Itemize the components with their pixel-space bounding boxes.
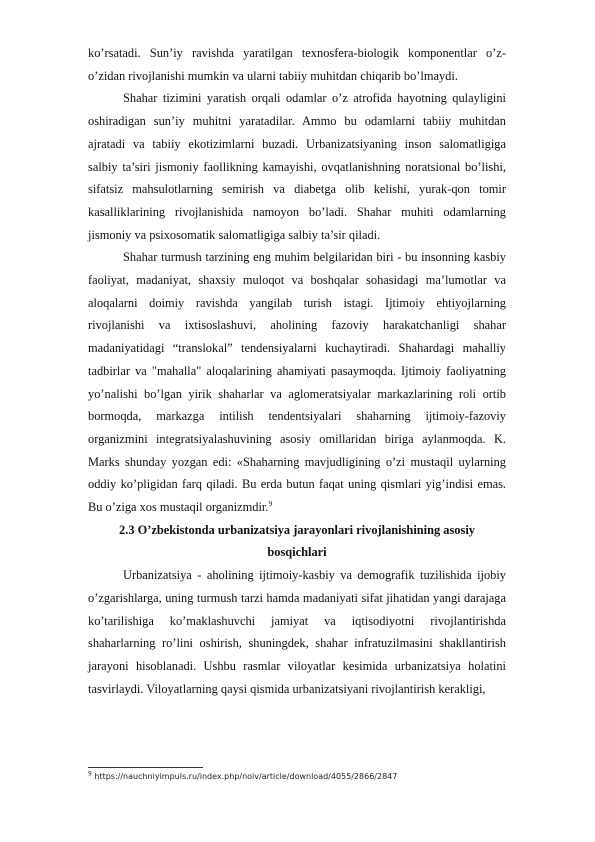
body-text: [88, 42, 506, 700]
paragraph: ko’rsatadi. Sun’iy ravishda yaratilgan texnosfera-biologik komponentlar o’z-o’zidan rivojlanishi mumkin va ularni tabiiy muhitdan chiqarib bo’lmaydi.: [88, 46, 506, 83]
section-heading: 2.3 O’zbekistonda urbanizatsiya jarayonlari rivojlanishining asosiy bosqichlari: [119, 522, 475, 560]
footnote-number: 9: [88, 770, 92, 778]
paragraph: Shahar tizimini yaratish orqali odamlar o’z atrofida hayotning qulayligini oshiradigan sun’iy muhitni yaratadilar. Ammo bu odamlarni tabiiy muhitdan ajratadi va tabiiy ekotizimlarni buzadi. Urbanizatsiyaning inson salomatligiga salbiy ta’siri jismoniy faollikning kamayishi, ovqatlanishning noratsional bo’lishi, sifatsiz mahsulotlarning semirish va diabetga olib kelishi, yurak-qon tomir kasalliklarining rivojlanishida namoyon bo’ladi. Shahar muhiti odamlarning jismoniy va psixosomatik salomatligiga salbiy ta’sir qiladi.: [88, 91, 506, 242]
footnote-divider: [88, 767, 203, 768]
footnote: [88, 771, 508, 782]
paragraph: Urbanizatsiya - aholining ijtimoiy-kasbiy va demografik tuzilishida ijobiy o’zgarishlarga, uning turmush tarzi hamda madaniyati sifat jihatidan yangi darajaga ko’tarilishiga ko’maklashuvchi jamiyat va iqtisodiyotni rivojlantirishda shaharlarning ro’lini oshirish, shuningdek, shahar infratuzilmasini shakllantirish jarayoni hisoblanadi. Ushbu rasmlar viloyatlar kesimida urbanizatsiya holatini tasvirlaydi. Viloyatlarning qaysi qismida urbanizatsiyani rivojlantirish kerakligi,: [88, 568, 506, 696]
footnote-link[interactable]: https://nauchniyimpuls.ru/index.php/noiv/article/download/4055/2866/2847: [91, 772, 398, 781]
paragraph-text: Shahar turmush tarzining eng muhim belgilaridan biri - bu insonning kasbiy faoliyat, madaniyat, shaxsiy muloqot va boshqalar sohasidagi ma’lumotlar va aloqalarni doimiy ravishda yangilab turish istagi. Ijtimoiy ehtiyojlarning rivojlanishi va ixtisoslashuvi, aholining fazoviy harakatchanligi shahar madaniyatidagi “translokal” tendensiyalarni kuchaytiradi. Shahardagi mahalliy tadbirlar va "mahalla" aloqalarining ahamiyati pasaymoqda. Ijtimoiy faoliyatning yo’nalishi bo’lgan yirik shaharlar va aglomeratsiyalar markazlarining roli ortib bormoqda, markazga intilish tendentsiyalari shaharning ijtimoiy-fazoviy organizmini integratsiyalashuvining asosiy omillaridan biriga aylanmoqda. K. Marks shunday yozgan edi: «Shaharning mavjudligining o’zi mustaqil uylarning oddiy ko’pligidan farq qiladi. Bu erda butun faqat uning qismlari yig’indisi emas. Bu o’ziga xos mustaqil organizmdir.: [88, 250, 506, 515]
paragraph: [88, 246, 506, 518]
footnote-reference[interactable]: 9: [268, 498, 273, 508]
